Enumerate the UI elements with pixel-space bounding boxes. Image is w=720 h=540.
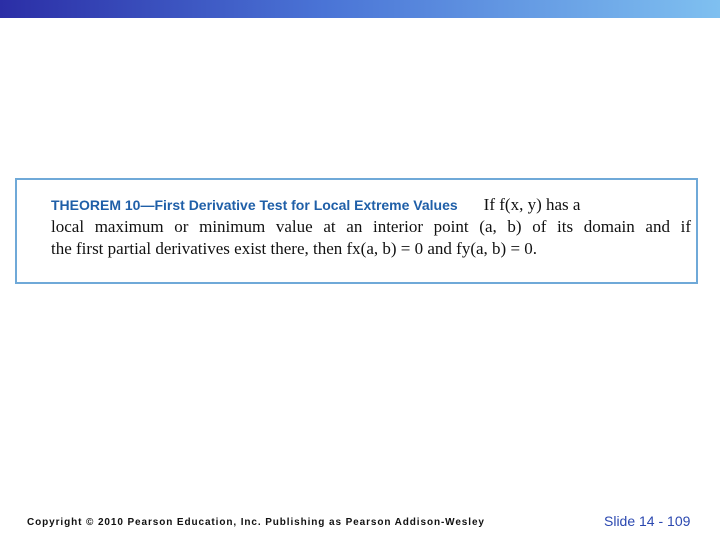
slide-number: Slide 14 - 109 bbox=[604, 513, 691, 529]
copyright-footer: Copyright © 2010 Pearson Education, Inc. Publishing as Pearson Addison-Wesley bbox=[27, 517, 485, 528]
theorem-line-3: the first partial derivatives exist there, then fx(a, b) = 0 and fy(a, b) = 0. bbox=[51, 239, 538, 258]
theorem-statement-start: If f(x, y) has a bbox=[483, 195, 581, 214]
theorem-heading: THEOREM 10—First Derivative Test for Local Extreme Values bbox=[51, 197, 458, 213]
theorem-line-2: local maximum or minimum value at an interior point (a, b) of its domain and if bbox=[51, 217, 691, 236]
theorem-text bbox=[51, 194, 691, 260]
theorem-box bbox=[15, 178, 698, 284]
top-gradient-bar bbox=[0, 0, 720, 18]
theorem-line-1 bbox=[51, 194, 691, 216]
